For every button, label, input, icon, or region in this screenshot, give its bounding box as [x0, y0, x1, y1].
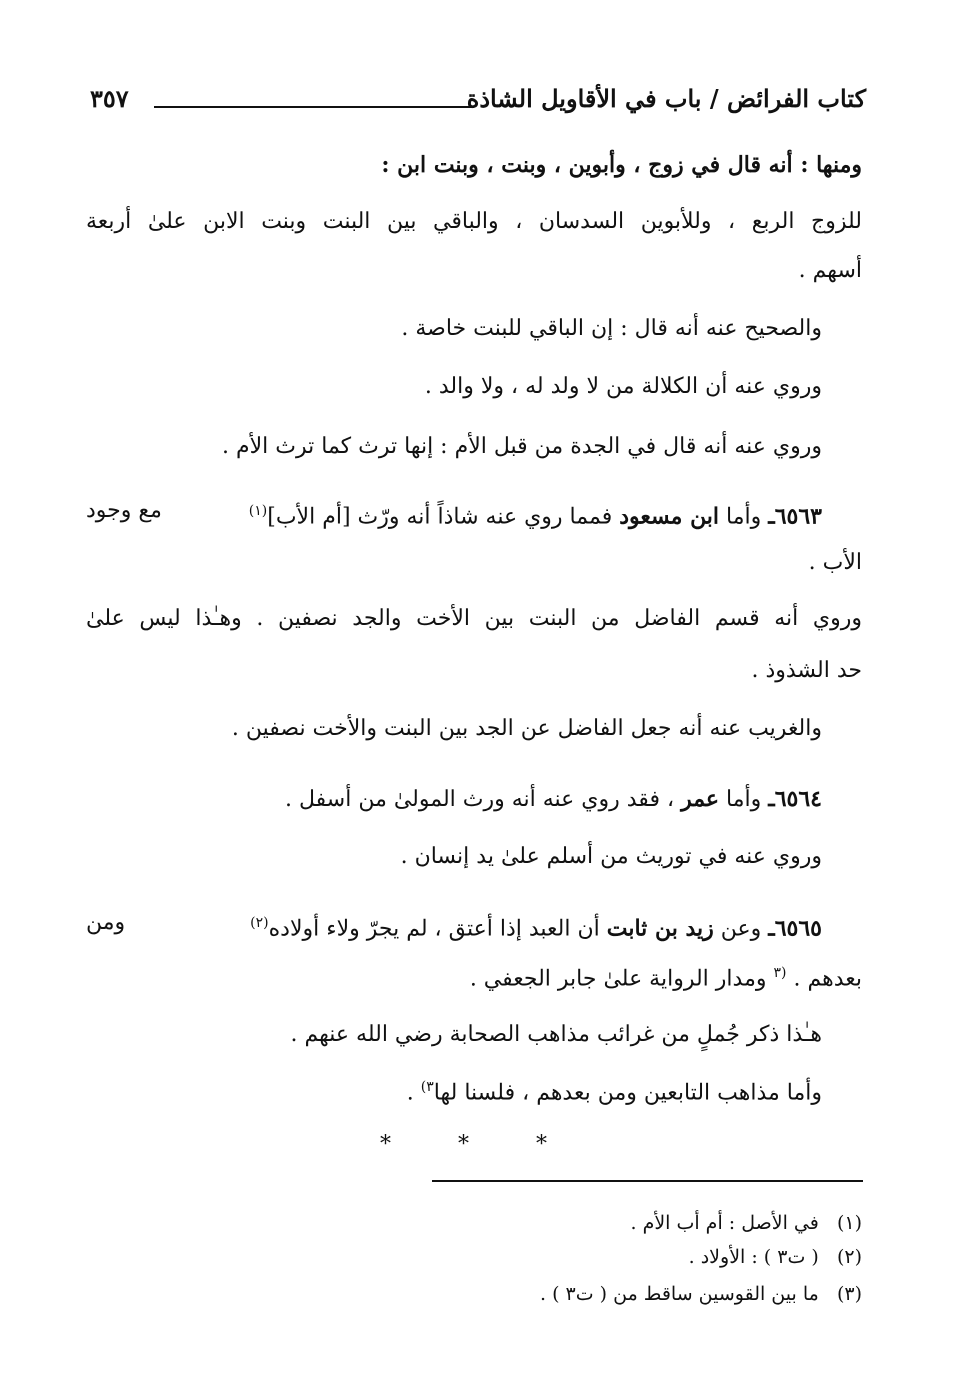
- paragraph-line: هـٰذا ذكر جُملٍ من غرائب مذاهب الصحابة رضي الله عنهم .: [290, 1022, 822, 1047]
- paragraph-line: وروي عنه في توريث من أسلم علىٰ يد إنسان .: [400, 844, 822, 869]
- paragraph-line: [407, 1072, 822, 1108]
- entry-number: ٦٥٦٤ـ: [768, 786, 822, 812]
- entry-text: وأما: [726, 787, 762, 812]
- paragraph-line: ومنها : أنه قال في زوج ، وأبوين ، وبنت ، وبنت ابن :: [381, 152, 862, 178]
- footnote-number: (٣): [836, 1283, 862, 1305]
- footnote: [540, 1281, 862, 1307]
- bracket-marker: (٣: [773, 965, 787, 981]
- entry-number: ٦٥٦٣ـ: [768, 503, 822, 530]
- footnote-text: في الأصل : أم أب الأم .: [630, 1212, 819, 1234]
- bracket-marker: ٣): [420, 1079, 434, 1095]
- page-header: [90, 84, 866, 124]
- entry-6565: [86, 908, 862, 944]
- entry-text: فمما روي عنه شاذاً أنه ورّث [أم الأب]: [267, 504, 613, 530]
- paragraph-line: حد الشذوذ .: [751, 658, 862, 683]
- paragraph-line: والصحيح عنه أنه قال : إن الباقي للبنت خاصة .: [401, 316, 822, 341]
- footnote-text: ما بين القوسين ساقط من ( ت٣ ) .: [539, 1283, 819, 1305]
- footnote-ref: (٢): [250, 915, 269, 931]
- entry-text: ومدار الرواية علىٰ جابر الجعفي .: [469, 966, 767, 992]
- footnote-ref: (١): [248, 503, 268, 519]
- entry-text: وأما مذاهب التابعين ومن بعدهم ، فلسنا لها: [433, 1080, 822, 1106]
- entry-number: ٦٥٦٥ـ: [768, 915, 822, 942]
- paragraph-line: وروي عنه أن الكلالة من لا ولد له ، ولا والد .: [424, 374, 822, 399]
- entry-text: بعدهم .: [793, 966, 862, 992]
- footnote: [630, 1210, 862, 1236]
- entry-6564: [285, 784, 822, 815]
- entry-6563: [86, 496, 862, 532]
- footnote-rule: [432, 1180, 863, 1182]
- paragraph-line: أسهم .: [798, 258, 862, 283]
- running-title: كتاب الفرائض / باب في الأقاويل الشاذة: [466, 84, 866, 113]
- entry-text: .: [406, 1080, 414, 1106]
- page-number: ٣٥٧: [90, 84, 129, 113]
- header-rule: [154, 106, 474, 108]
- entry-text: ، فقد روي عنه أنه ورث المولىٰ من أسفل .: [285, 787, 675, 812]
- entry-text: ومن: [86, 910, 126, 935]
- paragraph-line: للزوج الربع ، وللأبوين السدسان ، والباقي بين البنت وبنت الابن علىٰ أربعة: [86, 209, 862, 234]
- paragraph-line: والغريب عنه أنه جعل الفاضل عن الجد بين البنت والأخت نصفين .: [231, 716, 822, 741]
- paragraph-line: وروي عنه أنه قال في الجدة من قبل الأم : إنها ترث كما ترث الأم .: [222, 434, 822, 459]
- paragraph-line: الأب .: [808, 550, 862, 575]
- footnote-number: (٢): [836, 1246, 862, 1268]
- person-name: زيد بن ثابت: [606, 915, 714, 942]
- entry-text: وأما: [726, 504, 762, 530]
- section-separator: * * *: [380, 1132, 577, 1157]
- paragraph-line: وروي أنه قسم الفاضل من البنت بين الأخت والجد نصفين . وهـٰذا ليس علىٰ: [86, 606, 862, 631]
- person-name: عمر: [681, 786, 720, 812]
- footnote-text: ( ت٣ ) : الأولاد .: [688, 1246, 819, 1268]
- footnote-number: (١): [836, 1212, 862, 1234]
- entry-text: وعن: [720, 916, 762, 942]
- person-name: ابن مسعود: [619, 503, 720, 530]
- footnote: [689, 1244, 862, 1270]
- paragraph-line: [470, 958, 862, 994]
- entry-text: مع وجود: [86, 498, 162, 523]
- entry-text: أن العبد إذا أعتق ، لم يجرّ ولاء أولاده: [268, 916, 600, 942]
